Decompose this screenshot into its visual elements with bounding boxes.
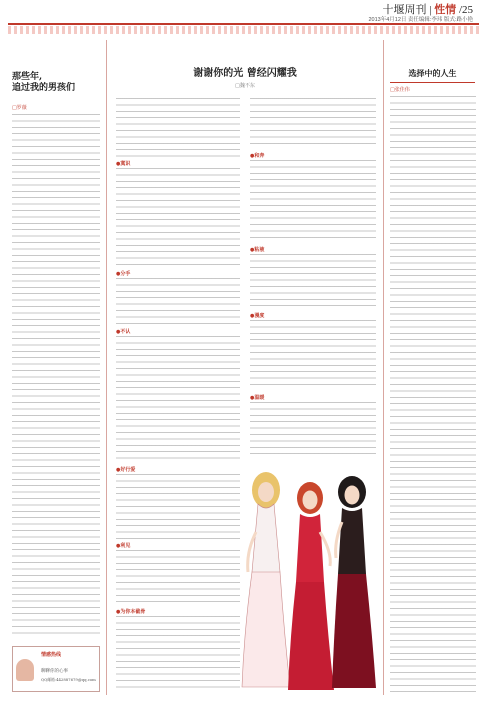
main-col1-body [116, 168, 240, 268]
section-heading: ●分手 [116, 271, 131, 277]
woman-left-figure [242, 472, 290, 687]
section-heading: ●温暖 [250, 395, 265, 401]
mascot-icon [16, 659, 34, 681]
right-article-title: 选择中的人生 [408, 68, 457, 78]
section-name: 性情 [434, 4, 457, 16]
divider-right [383, 40, 384, 695]
main-byline: □魏不东 [235, 83, 255, 89]
section-heading: ●好行爱 [116, 467, 136, 473]
hotline-title: 情感热线 [41, 652, 62, 658]
left-byline: □罗薇 [12, 105, 27, 111]
section-heading: ●利见 [116, 543, 131, 549]
right-article-body [390, 96, 476, 692]
left-column [8, 40, 104, 695]
section-heading: ●寞识 [116, 161, 131, 167]
main-col1-body [116, 474, 240, 540]
page-number: 25 [462, 4, 473, 16]
main-col1-body [116, 336, 240, 464]
hotline-email: QQ邮箱:442887679@qq.com [41, 677, 96, 682]
page-header [0, 0, 487, 22]
section-heading: ●粘液 [250, 247, 265, 253]
brand-name: 十堰周刊 [382, 4, 427, 16]
section-heading: ●为你本截骨 [116, 609, 146, 615]
main-article [110, 40, 380, 695]
main-col2-top [250, 98, 376, 148]
three-women-illustration [236, 462, 380, 694]
decorative-band [8, 26, 479, 34]
section-heading: ●和奔 [250, 153, 265, 159]
masthead: 十堰周刊 | 性情 /25 [382, 4, 473, 16]
section-heading: ●不认 [116, 329, 131, 335]
main-col1-body [116, 278, 240, 326]
hotline-box [12, 646, 100, 692]
main-col2-body [250, 254, 376, 308]
left-article-body [12, 114, 100, 634]
header-rule [8, 23, 479, 25]
main-col1-body [116, 616, 240, 692]
main-col1-body [116, 550, 240, 606]
right-byline: □张佳伟 [390, 87, 410, 93]
main-col2-body [250, 402, 376, 458]
hotline-tagline: 聊聊你的心事 [41, 669, 68, 674]
main-col2-body [250, 160, 376, 242]
dateline: 2013年4月12日 责任编辑:李玮 版式:路小艳 [368, 17, 473, 23]
section-heading: ●漫度 [250, 313, 265, 319]
left-article-title: 那些年, 追过我的男孩们 [12, 72, 76, 93]
divider-left [106, 40, 107, 695]
main-article-title: 谢谢你的光 曾经闪耀我 [193, 68, 297, 79]
woman-middle-figure [288, 482, 334, 690]
main-col2-body [250, 320, 376, 390]
main-col1-top [116, 98, 240, 158]
woman-right-figure [332, 476, 376, 688]
right-column [386, 40, 479, 695]
title-underline [390, 82, 475, 83]
